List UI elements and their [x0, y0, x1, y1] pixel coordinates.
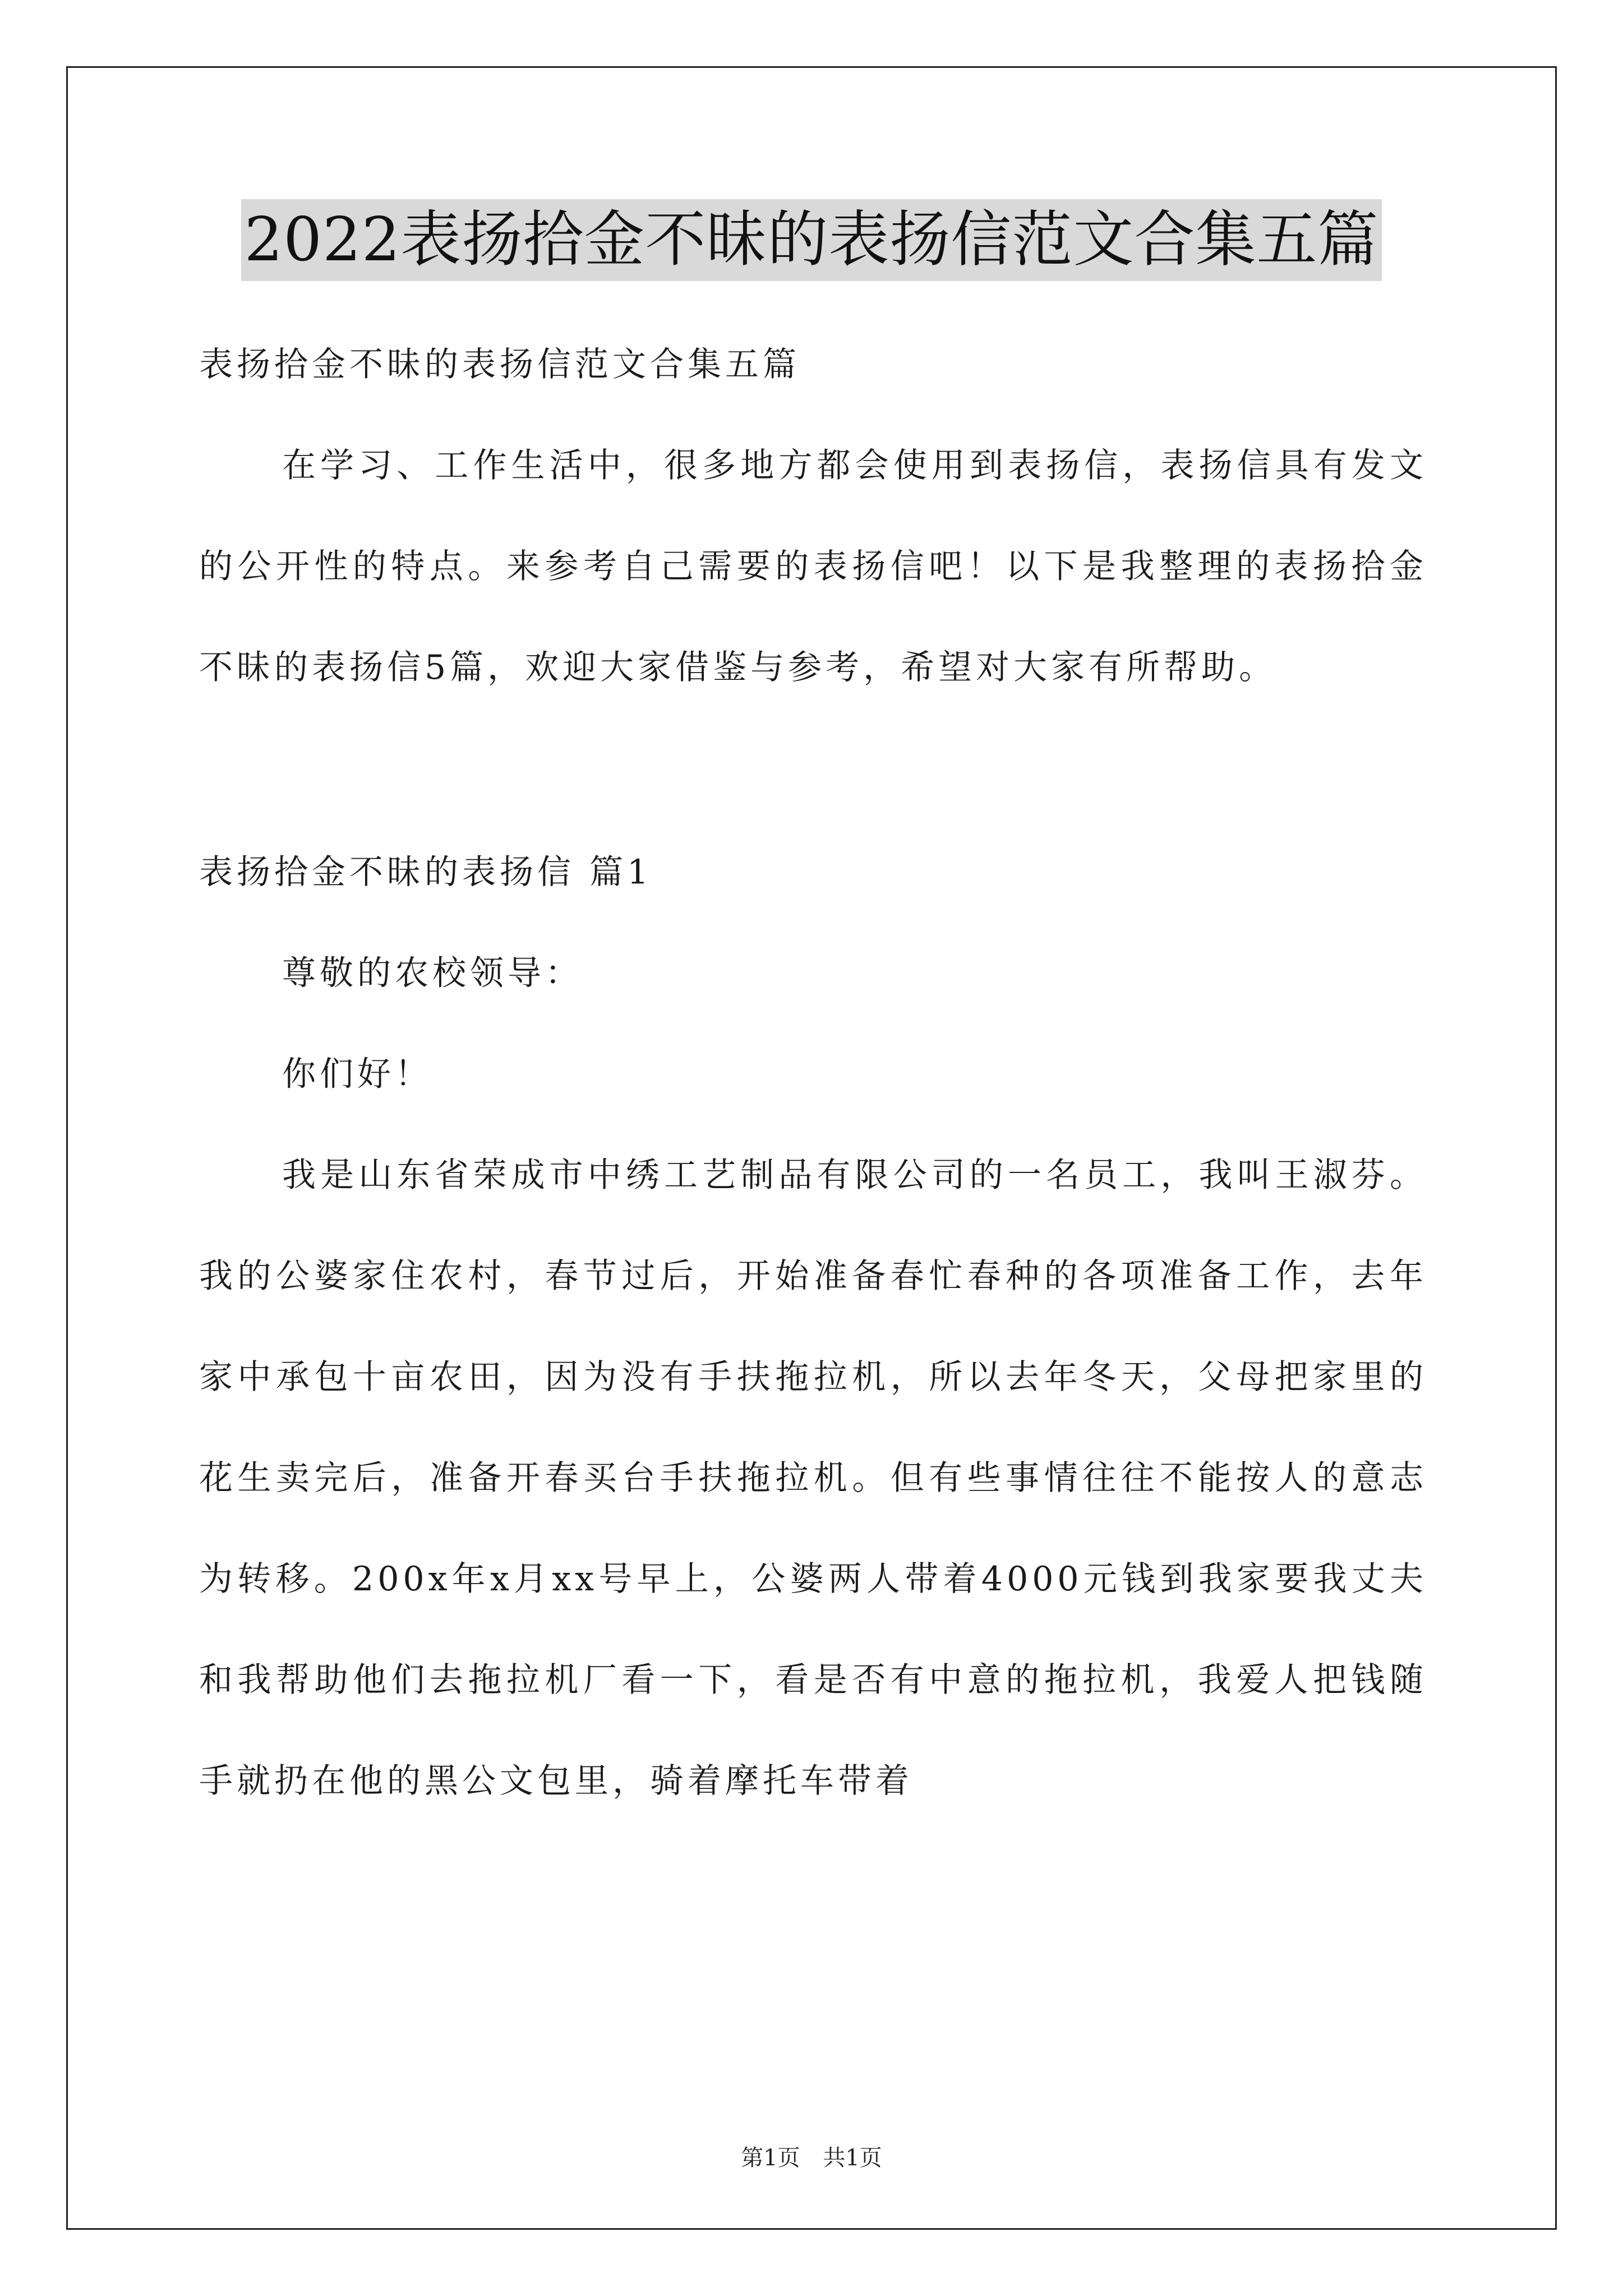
page-number-total: 共1页	[823, 2145, 882, 2171]
salutation: 尊敬的农校领导：	[282, 954, 583, 993]
document-body	[199, 314, 1427, 1832]
body-paragraph: 我是山东省荣成市中绣工艺制品有限公司的一名员工，我叫王淑芬。我的公婆家住农村，春节过后，开始准备春忙春种的各项准备工作，去年家中承包十亩农田，因为没有手扶拖拉机，所以去年冬天，父母把家里的花生卖完后，准备开春买台手扶拖拉机。但有些事情往往不能按人的意志为转移。200x年x月xx号早上，公婆两人带着4000元钱到我家要我丈夫和我帮助他们去拖拉机厂看一下，看是否有中意的拖拉机，我爱人把钱随手就扔在他的黑公文包里，骑着摩托车带着	[199, 1156, 1427, 1801]
intro-paragraph: 在学习、工作生活中，很多地方都会使用到表扬信，表扬信具有发文的公开性的特点。来参考自己需要的表扬信吧！以下是我整理的表扬拾金不昧的表扬信5篇，欢迎大家借鉴与参考，希望对大家有所帮助。	[199, 446, 1427, 687]
page-footer	[0, 2140, 1623, 2172]
greeting: 你们好！	[282, 1055, 432, 1094]
title-container	[0, 199, 1623, 281]
document-title: 2022表扬拾金不昧的表扬信范文合集五篇	[241, 199, 1382, 281]
section-heading: 表扬拾金不昧的表扬信 篇1	[199, 853, 653, 892]
page-number-current: 第1页	[741, 2145, 800, 2171]
document-subtitle: 表扬拾金不昧的表扬信范文合集五篇	[199, 345, 800, 384]
